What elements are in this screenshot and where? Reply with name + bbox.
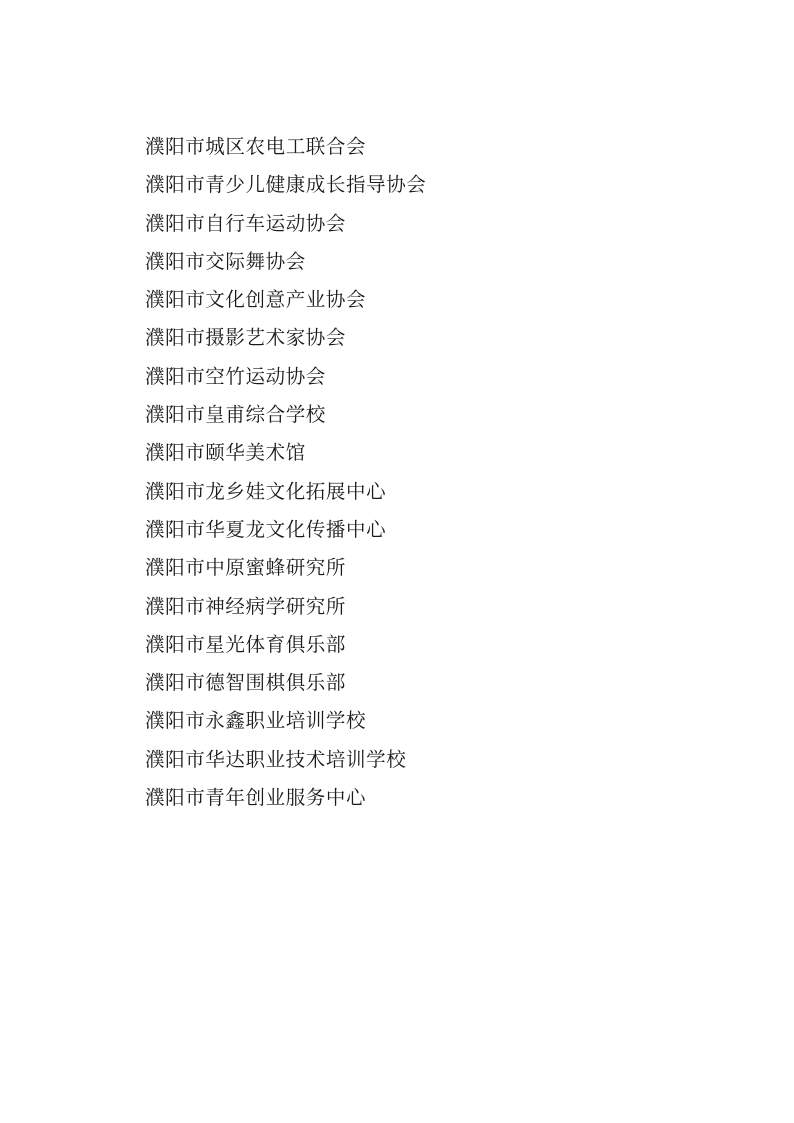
- list-item: 濮阳市青年创业服务中心: [145, 786, 367, 810]
- list-item: 濮阳市龙乡娃文化拓展中心: [145, 479, 387, 503]
- list-item: 濮阳市中原蜜蜂研究所: [145, 556, 347, 580]
- list-item: 濮阳市摄影艺术家协会: [145, 326, 347, 350]
- list-item: 濮阳市颐华美术馆: [145, 441, 306, 465]
- list-item: 濮阳市空竹运动协会: [145, 364, 326, 388]
- list-item: 濮阳市德智围棋俱乐部: [145, 671, 347, 695]
- list-item: 濮阳市皇甫综合学校: [145, 403, 326, 427]
- list-item: 濮阳市青少儿健康成长指导协会: [145, 173, 427, 197]
- list-item: 濮阳市永鑫职业培训学校: [145, 709, 367, 733]
- list-item: 濮阳市华达职业技术培训学校: [145, 747, 407, 771]
- list-item: 濮阳市自行车运动协会: [145, 211, 347, 235]
- list-item: 濮阳市交际舞协会: [145, 249, 306, 273]
- list-item: 濮阳市城区农电工联合会: [145, 135, 367, 158]
- list-item: 濮阳市华夏龙文化传播中心: [145, 517, 387, 541]
- list-item: 濮阳市文化创意产业协会: [145, 288, 367, 312]
- list-item: 濮阳市星光体育俱乐部: [145, 632, 347, 656]
- organization-list: [145, 128, 698, 817]
- list-item: 濮阳市神经病学研究所: [145, 594, 347, 618]
